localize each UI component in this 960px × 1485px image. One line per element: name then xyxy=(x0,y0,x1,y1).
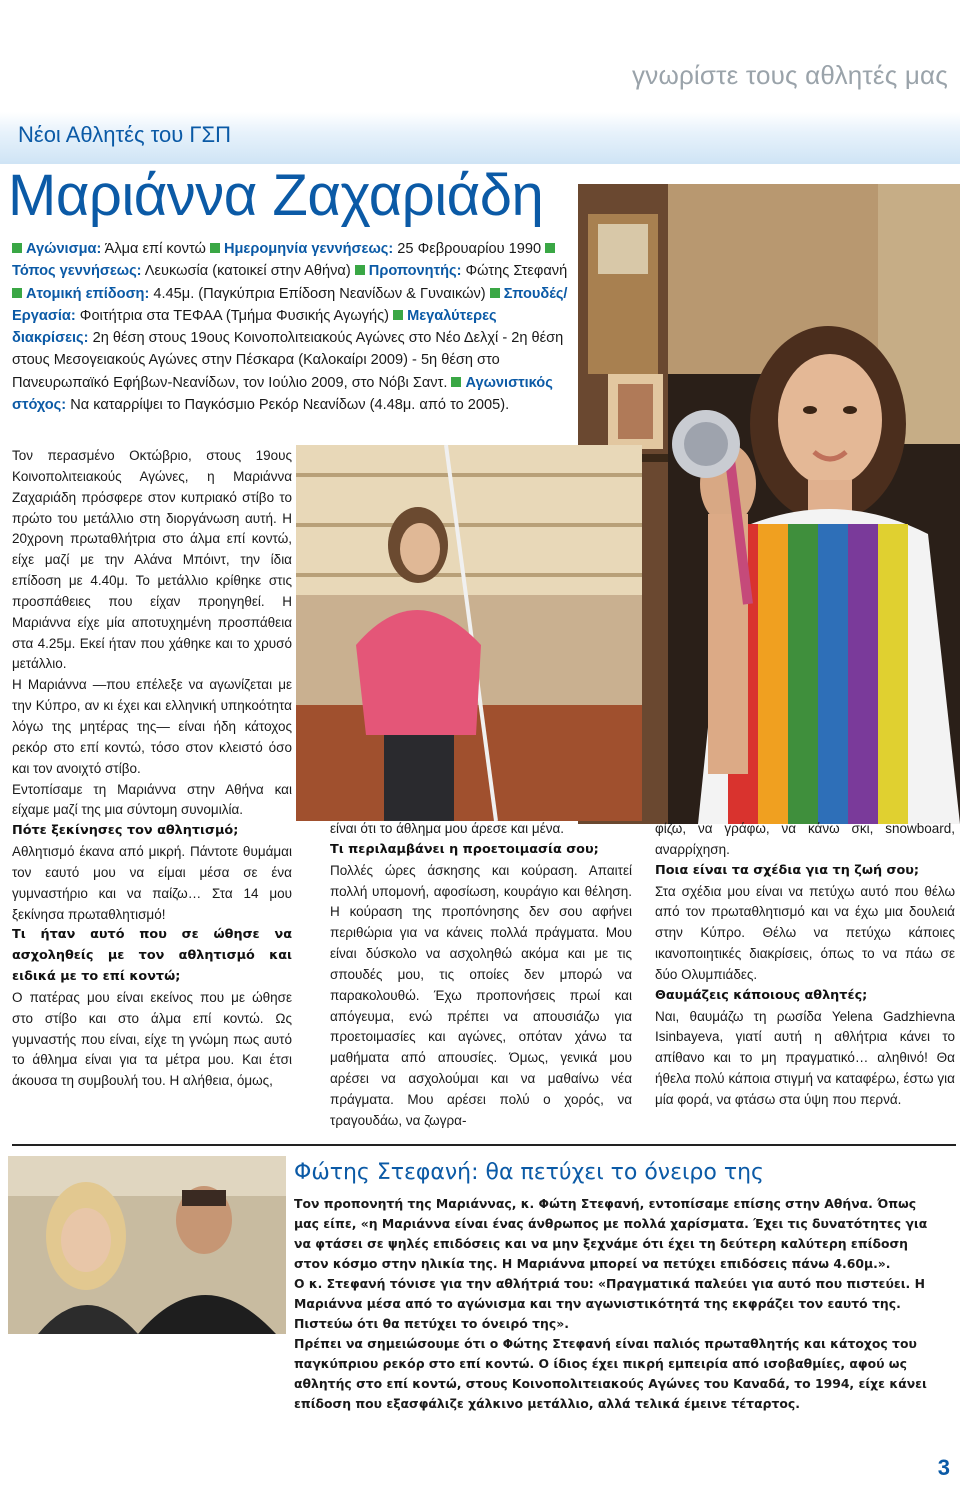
section-tagline: γνωρίστε τους αθλητές μας xyxy=(632,60,948,90)
athlete-coach-photo xyxy=(8,1156,286,1334)
coach-section-body xyxy=(294,1194,944,1414)
fact-label: Σπουδές/Εργασία: xyxy=(12,285,568,324)
fact-value: 2η θέση στους 19ους Κοινοπολιτειακούς Αγώνες στο Νέο Δελχί - 2η θέση στους Μεσογειακούς Αγώνες στην Πέσκαρα (Καλοκαίρι 2009) - 5η θέση στο Πανευρωπαϊκό Εφήβων-Νεανίδων, τον Ιούλιο 2009, στο Νόβι Σαντ. xyxy=(12,330,564,391)
bullet-icon xyxy=(393,310,403,320)
bullet-icon xyxy=(210,243,220,253)
interview-question: Πότε ξεκίνησες τον αθλητισμό; xyxy=(12,823,239,839)
fact-label: Αγωνιστικός στόχος: xyxy=(12,374,553,414)
section-label: Νέοι Αθλητές του ΓΣΠ xyxy=(18,122,232,147)
bullet-icon xyxy=(545,243,555,253)
fact-value: Φώτης Στεφανή xyxy=(465,263,568,280)
page-number: 3 xyxy=(937,1455,950,1480)
coach-paragraph: Τον προπονητή της Μαριάννας, κ. Φώτη Στεφανή, εντοπίσαμε επίσης στην Αθήνα. Όπως μας είπε, «η Μαριάννα είναι ένας άνθρωπος με πολλά χαρίσματα. Έχει τις δυνατότητες για να φτάσει σε ψηλές επιδόσεις και να μην ξεχνάμε ότι έχει τη δεύτερη καλύτερη επίδοση στον κόσμο στην ηλικία της. Η Μαριάννα μπορεί να πετύχει επιδόσεις πάνω 4.60μ.». xyxy=(294,1196,928,1271)
bullet-icon xyxy=(12,288,22,298)
athlete-facts xyxy=(12,238,572,416)
interview-question: Τι ήταν αυτό που σε ώθησε να ασχοληθείς με τον αθλητισμό και ειδικά με το επί κοντώ; xyxy=(12,927,292,985)
page-title: Μαριάννα Ζαχαριάδη xyxy=(8,163,544,228)
article-paragraph: Τον περασμένο Οκτώβριο, στους 19ους Κοινοπολιτειακούς Αγώνες, η Μαριάννα Ζαχαριάδη πρόσφερε στον κυπριακό στίβο το πρώτο του μετάλλιο στη διοργάνωση αυτή. Η 20χρονη πρωταθλήτρια στο άλμα επί κοντώ, είχε μαζί με την Αλάνα Μπόιντ, την ίδια επίδοση με 4.40μ. Το μετάλλιο κρίθηκε στις προσπάθειες που είχαν προηγηθεί. Η Μαριάννα είχε μία αποτυχημένη προσπάθεια στα 4.25μ. Εκεί ήταν που χάθηκε και το χρυσό μετάλλιο. xyxy=(12,448,292,672)
fact-label: Τόπος γεννήσεως: xyxy=(12,263,142,280)
fact-label: Μεγαλύτερες διακρίσεις: xyxy=(12,307,497,347)
interview-question: Θαυμάζεις κάποιους αθλητές; xyxy=(655,987,868,1003)
fact-value: 25 Φεβρουαρίου 1990 xyxy=(397,241,542,257)
interview-answer: Στα σχέδια μου είναι να πετύχω αυτό που θέλω από τον πρωταθλητισμό και να έχω μια δουλειά στην Κύπρο. Θέλω να πετύχω κάποιες ικανοποιητικές διακρίσεις, όπως το να πάω σε δύο Ολυμπιάδες. xyxy=(655,883,955,982)
bullet-icon xyxy=(12,243,22,253)
interview-question: Τι περιλαμβάνει η προετοιμασία σου; xyxy=(330,841,599,857)
interview-answer: Ο πατέρας μου είναι εκείνος που με ώθησε στο στίβο και στο άλμα επί κοντώ. Ως γυμναστής που είναι, είχε τη γνώμη πως αυτό το άθλημα είναι για τα μέτρα μου. Και έτσι άκουσα τη συμβουλή του. Η αλήθεια, όμως, xyxy=(12,989,292,1089)
interview-answer: είναι ότι το άθλημα μου άρεσε και μένα. xyxy=(330,821,565,836)
bullet-icon xyxy=(451,377,461,387)
coach-paragraph: Πρέπει να σημειώσουμε ότι ο Φώτης Στεφανή είναι παλιός πρωταθλητής και κάτοχος του παγκύπριου ρεκόρ στο επί κοντώ. Ο ίδιος έχει πικρή εμπειρία από ισοβαθμίες, αφού ως αθλητής στο επί κοντώ, στους Κοινοπολιτειακούς Αγώνες του Καναδά, το 1994, είχε κάνει επίδοση που εξασφάλιζε χάλκινο μετάλλιο, αλλά τελικά έμεινε τέταρτος. xyxy=(294,1336,927,1411)
section-divider xyxy=(12,1144,956,1146)
article-column-right xyxy=(655,819,955,1111)
fact-value: 4.45μ. (Παγκύπρια Επίδοση Νεανίδων & Γυναικών) xyxy=(153,285,486,302)
athlete-pole-photo xyxy=(296,445,642,821)
bullet-icon xyxy=(355,265,365,275)
fact-value: Άλμα επί κοντώ xyxy=(104,241,206,257)
section-band xyxy=(0,112,960,164)
article-column-middle xyxy=(330,819,632,1132)
coach-section-title: Φώτης Στεφανή: θα πετύχει το όνειρο της xyxy=(294,1160,764,1185)
interview-answer: φίζω, να γράφω, να κάνω σκι, snowboard, αναρρίχηση. xyxy=(655,821,955,857)
bullet-icon xyxy=(490,288,500,298)
fact-value: Να καταρρίψει το Παγκόσμιο Ρεκόρ Νεανίδων (4.48μ. από το 2005). xyxy=(70,397,510,414)
article-column-left xyxy=(12,446,292,1092)
coach-paragraph: Ο κ. Στεφανή τόνισε για την αθλήτριά του: «Πραγματικά παλεύει για αυτό που πιστεύει. Η Μαριάννα μέσα από το αγώνισμα και την αγωνιστικότητά της εκφράζει τον εαυτό της. Πιστεύω ότι θα πετύχει το όνειρό της». xyxy=(294,1276,925,1331)
article-paragraph: Η Μαριάννα —που επέλεξε να αγωνίζεται με την Κύπρο, αν κι έχει και ελληνική υπηκοότητα λόγω της μητέρας της— είναι ήδη κάτοχος ρεκόρ στο επί κοντώ, τόσο στον κλειστό όσο και τον ανοιχτό στίβο. xyxy=(12,677,292,776)
fact-label: Αγώνισμα: xyxy=(26,241,102,257)
interview-answer: Ναι, θαυμάζω τη ρωσίδα Yelena Gadzhievna Isinbayeva, γιατί αυτή η αθλήτρια κάνει το απίθανο και το μη πραγματικό… αληθινό! Θα ήθελα πολύ κάποια στιγμή να καταφέρω, έστω για μία φορά, να φτάσω στα ύψη που περνά. xyxy=(655,1008,955,1107)
interview-answer: Αθλητισμό έκανα από μικρή. Πάντοτε θυμάμαι τον εαυτό μου να είμαι μέσα σε ένα γυμναστήριο και να παίζω… Στα 14 μου ξεκίνησα πρωταθλητισμό! xyxy=(12,844,292,922)
fact-value: Λευκωσία (κατοικεί στην Αθήνα) xyxy=(144,263,351,280)
interview-answer: Πολλές ώρες άσκησης και κούραση. Απαιτεί πολλή υπομονή, αφοσίωση, κουράγιο και θέληση. Η κούραση της προπόνησης δεν σου αφήνει περιθώρια για να κάνεις πολλά πράγματα. Μου είναι δύσκολο να ασχοληθώ ακόμα και με τις σπουδές μου, τις οποίες δεν μπορώ να παρακολουθώ. Έχω προπονήσεις πρωί και απόγευμα, ενώ πρέπει να απουσιάζω για προετοιμασίες και αγώνες, οπόταν χάνω τα μαθήματα από απουσίες. Όμως, γενικά μου αρέσει να ασχολούμαι και να μαθαίνω νέα πράγματα. Μου αρέσει πολύ ο χορός, να τραγουδάω, να ζωγρα- xyxy=(330,862,632,1128)
fact-label: Ημερομηνία γεννήσεως: xyxy=(223,241,394,257)
fact-label: Ατομική επίδοση: xyxy=(26,285,150,302)
interview-question: Ποια είναι τα σχέδια για τη ζωή σου; xyxy=(655,862,920,878)
article-paragraph: Εντοπίσαμε τη Μαριάννα στην Αθήνα και είχαμε μαζί της μια σύντομη συνομιλία. xyxy=(12,781,292,818)
fact-value: Φοιτήτρια στα ΤΕΦΑΑ (Τμήμα Φυσικής Αγωγής) xyxy=(79,307,390,324)
fact-label: Προπονητής: xyxy=(368,263,462,280)
